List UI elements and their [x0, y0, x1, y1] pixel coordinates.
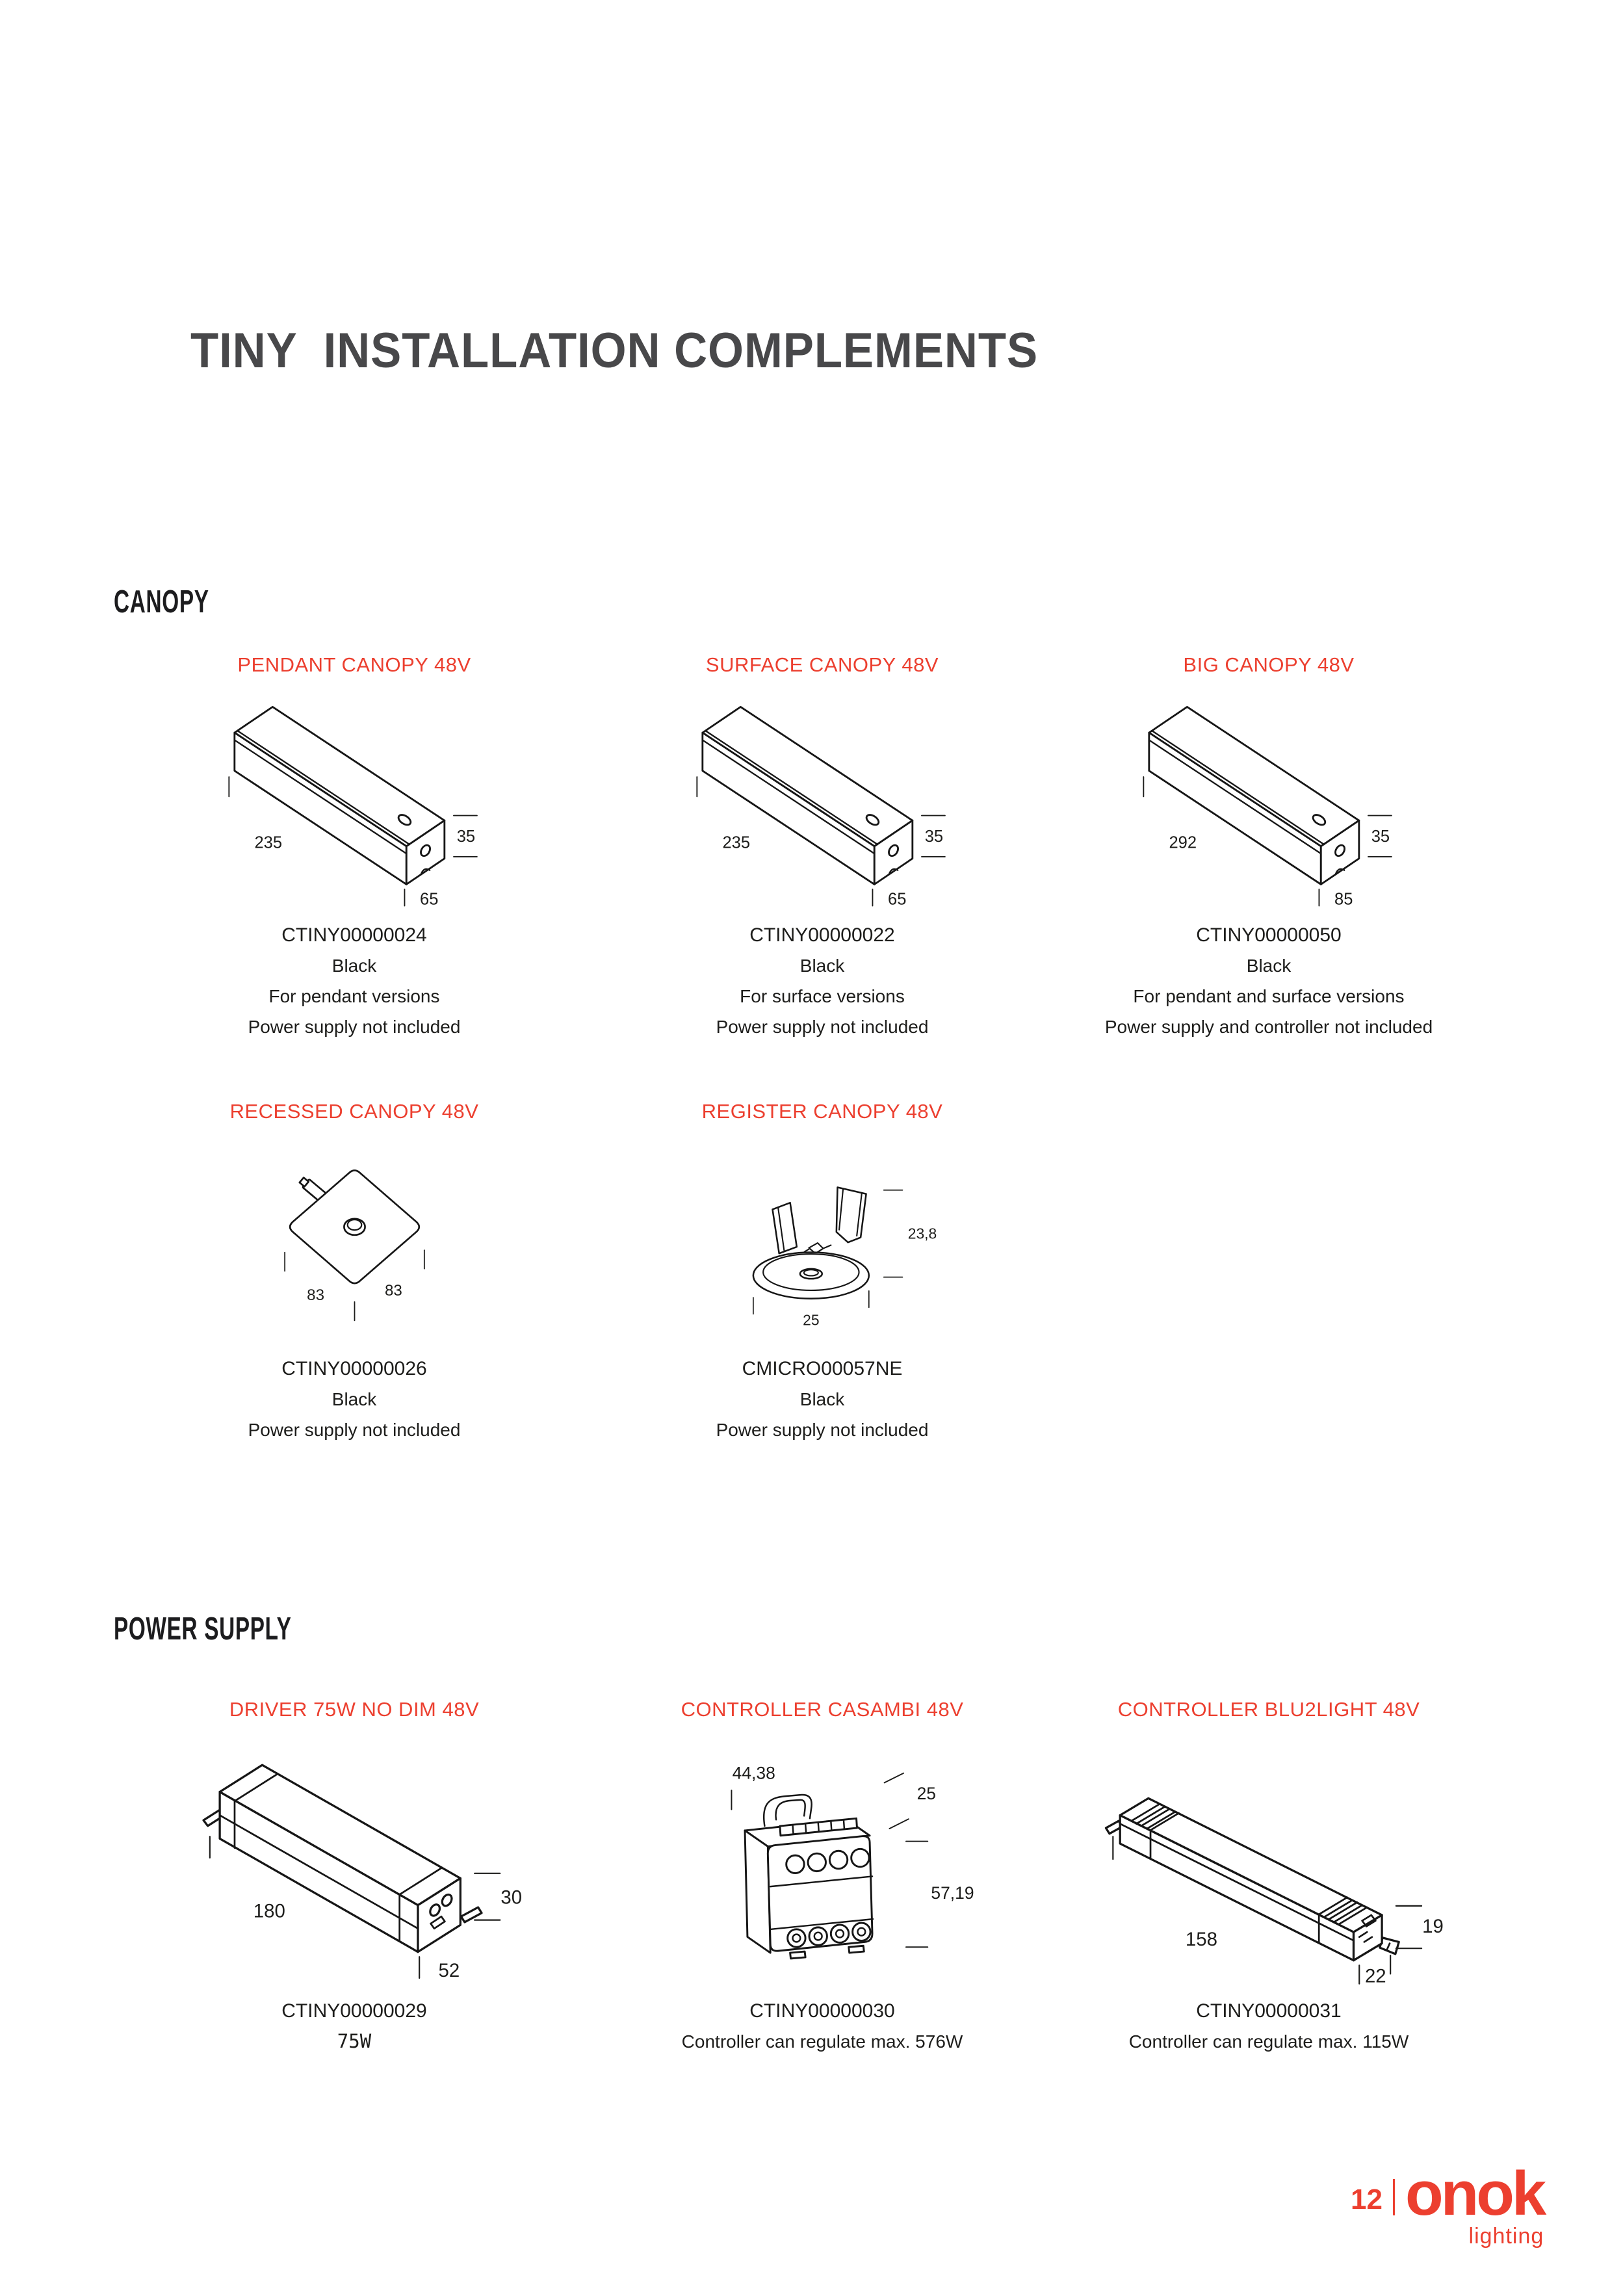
- product-code: CTINY00000026: [281, 1358, 427, 1379]
- dim-length: 235: [254, 833, 283, 852]
- product-code: CTINY00000031: [1196, 2000, 1342, 2022]
- product-info-line: Power supply not included: [248, 1017, 461, 1037]
- dim-depth: 65: [420, 890, 439, 909]
- product-code: CTINY00000030: [749, 2000, 895, 2022]
- dim-height: 35: [924, 828, 944, 846]
- dim-length: 180: [253, 1900, 285, 1922]
- product-surface-canopy: [601, 653, 1043, 1042]
- product-info-line: Black: [1246, 956, 1292, 976]
- product-info-line: For surface versions: [740, 986, 905, 1006]
- product-code: CTINY00000029: [281, 2000, 427, 2022]
- product-title: RECESSED CANOPY 48V: [229, 1100, 479, 1123]
- product-code: CTINY00000050: [1196, 924, 1342, 946]
- product-info-line: For pendant and surface versions: [1133, 986, 1405, 1006]
- product-info-line: Power supply not included: [716, 1017, 929, 1037]
- pendant-canopy-diagram: [133, 690, 575, 911]
- recessed-canopy-diagram: [133, 1135, 575, 1344]
- product-big-canopy: [1048, 653, 1490, 1042]
- controller-casambi-diagram: [601, 1732, 1043, 1987]
- dim-height: 30: [500, 1886, 523, 1909]
- dim-depth: 65: [888, 890, 907, 909]
- product-title: SURFACE CANOPY 48V: [705, 653, 939, 676]
- product-controller-casambi: [601, 1698, 1043, 2057]
- page-footer: [1351, 2159, 1544, 2249]
- product-info-line: Black: [331, 1389, 377, 1409]
- brand-tagline: lighting: [1468, 2223, 1544, 2249]
- product-code: CTINY00000024: [281, 924, 427, 946]
- product-info-line: Controller can regulate max. 576W: [681, 2031, 963, 2052]
- dim-width: 44,38: [733, 1763, 776, 1783]
- product-code: CTINY00000022: [749, 924, 895, 946]
- dim-length: 292: [1169, 833, 1197, 852]
- page-number: 12: [1351, 2184, 1383, 2215]
- big-canopy-diagram: [1048, 690, 1490, 911]
- product-pendant-canopy: [133, 653, 575, 1042]
- surface-canopy-diagram: [601, 690, 1043, 911]
- dim-height: 35: [456, 828, 476, 846]
- product-controller-blu2light: [1048, 1698, 1490, 2057]
- product-code: CMICRO00057NE: [742, 1358, 903, 1379]
- dim-depth: 85: [1334, 890, 1353, 909]
- dim-height: 57,19: [931, 1883, 974, 1903]
- brand-logo: [1405, 2159, 1544, 2249]
- dim-length: 235: [722, 833, 751, 852]
- product-title: DRIVER 75W NO DIM 48V: [229, 1698, 480, 1721]
- dim-height: 35: [1371, 828, 1390, 846]
- product-info-line: Black: [799, 956, 845, 976]
- driver-diagram: [133, 1732, 575, 1987]
- product-title: BIG CANOPY 48V: [1183, 653, 1355, 676]
- dim-depth: 22: [1365, 1965, 1386, 1987]
- dim-height: 19: [1422, 1916, 1444, 1938]
- product-info-line: Controller can regulate max. 115W: [1128, 2031, 1409, 2052]
- dim-length: 158: [1186, 1928, 1218, 1950]
- section-heading-canopy: CANOPY: [114, 584, 209, 620]
- page-title: TINY INSTALLATION COMPLEMENTS: [190, 323, 1039, 378]
- product-info-line: Power supply and controller not included: [1104, 1017, 1433, 1037]
- dim-side-right: 83: [384, 1281, 402, 1299]
- section-heading-power-supply: POWER SUPPLY: [114, 1611, 292, 1647]
- product-title: CONTROLLER CASAMBI 48V: [681, 1698, 964, 1721]
- dim-depth: 52: [438, 1959, 460, 1981]
- product-info-line: Power supply not included: [248, 1420, 461, 1440]
- controller-blu2light-diagram: [1048, 1732, 1490, 1987]
- footer-divider: [1393, 2179, 1395, 2215]
- dim-depth: 25: [917, 1783, 937, 1803]
- dim-side-left: 83: [306, 1286, 324, 1305]
- dim-diameter: 25: [803, 1311, 820, 1329]
- product-title: REGISTER CANOPY 48V: [701, 1100, 943, 1123]
- product-recessed-canopy: [133, 1100, 575, 1445]
- product-info-line: 75W: [337, 2030, 372, 2052]
- product-title: CONTROLLER BLU2LIGHT 48V: [1117, 1698, 1420, 1721]
- product-info-line: Power supply not included: [716, 1420, 929, 1440]
- dim-height: 23,8: [907, 1225, 937, 1242]
- product-info-line: Black: [799, 1389, 845, 1409]
- product-driver-75w: [133, 1698, 575, 2057]
- product-register-canopy: [601, 1100, 1043, 1445]
- product-title: PENDANT CANOPY 48V: [237, 653, 471, 676]
- brand-name: onok: [1405, 2159, 1544, 2228]
- register-canopy-diagram: [601, 1135, 1043, 1344]
- product-info-line: Black: [331, 956, 377, 976]
- product-info-line: For pendant versions: [268, 986, 440, 1006]
